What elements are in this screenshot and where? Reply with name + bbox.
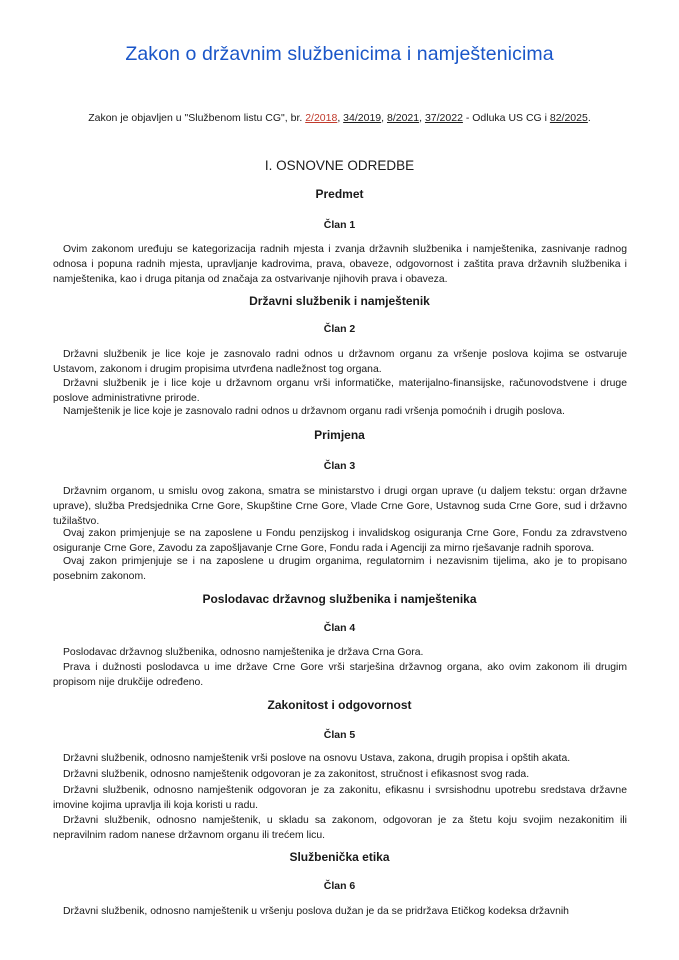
article-paragraph: Državni službenik je i lice koje u državnom organu vrši informatičke, materijalno-finansijske, računovodstvene i druge poslove administrativne prirode.: [53, 378, 627, 404]
article-number: Član 5: [323, 729, 356, 741]
article-paragraph: Ovaj zakon primjenjuje se na zaposlene u Fondu penzijskog i invalidskog osiguranja Crne Gore, Fondu za zdravstveno osiguranje Crne Gore, Zavodu za zapošljavanje Crne Gore, Fondu rada i Agenciji za mirno rješavanje radnih sporova.: [53, 528, 627, 554]
gazette-link-82-2025[interactable]: 82/2025: [549, 112, 588, 124]
section-heading: Državni službenik i namještenik: [249, 294, 430, 308]
article-number: Član 3: [323, 460, 356, 472]
article-number: Član 6: [323, 880, 356, 892]
article-paragraph: Državni službenik, odnosno namještenik odgovoran je za zakonitost, stručnost i efikasnost svog rada.: [63, 769, 530, 780]
article-paragraph: Državnim organom, u smislu ovog zakona, smatra se ministarstvo i drugi organ uprave (u daljem tekstu: organ državne uprave), služba Predsjednika Crne Gore, Skupštine Crne Gore, Vlade Crne Gore, Ustavnog suda Crne Gore, sud i državno tužilaštvo.: [53, 486, 627, 527]
article-paragraph: Državni službenik je lice koje je zasnovalo radni odnos u državnom organu za vršenje poslova kojima se ostvaruje Ustavom, zakonom i drugim propisima utvrđena nadležnost tog organa.: [53, 349, 627, 375]
section-heading: Primjena: [314, 428, 365, 442]
gazette-reference-line: Zakon je objavljen u "Službenom listu CG", br. 2/2018, 34/2019, 8/2021, 37/2022 - Odluka US CG i 82/2025.: [88, 112, 591, 124]
section-heading: Poslodavac državnog službenika i namještenika: [202, 592, 477, 606]
article-paragraph: Ovaj zakon primjenjuje se i na zaposlene u drugim organima, regulatornim i nezavisnim tijelima, ako je to propisano posebnim zakonom.: [53, 556, 627, 582]
gazette-link-8-2021[interactable]: 8/2021: [386, 112, 420, 124]
article-paragraph: Prava i dužnosti poslodavca u ime države Crne Gore vrši starješina državnog organa, ako ovim zakonom ili drugim propisom nije drukčije određeno.: [53, 662, 627, 688]
chapter-heading: I. OSNOVNE ODREDBE: [264, 158, 415, 173]
section-heading: Službenička etika: [289, 850, 390, 864]
gazette-link-2-2018[interactable]: 2/2018: [305, 112, 338, 124]
article-paragraph: Namještenik je lice koje je zasnovalo radni odnos u državnom organu radi vršenja pomoćnih i drugih poslova.: [63, 406, 565, 417]
gazette-link-37-2022[interactable]: 37/2022: [424, 112, 463, 124]
article-paragraph: Poslodavac državnog službenika, odnosno namještenika je država Crna Gora.: [63, 647, 424, 658]
article-paragraph: Državni službenik, odnosno namještenik, u skladu sa zakonom, odgovoran je za štetu koju svojim nezakonitim ili nepravilnim radom nanese državnom organu ili trećem licu.: [53, 815, 627, 841]
section-heading: Predmet: [315, 187, 364, 201]
article-number: Član 2: [323, 323, 356, 335]
article-paragraph: Državni službenik, odnosno namještenik odgovoran je za zakonitu, efikasnu i svrsishodnu upotrebu sredstava državne imovine kojima upravlja ili koja koristi u radu.: [53, 785, 627, 811]
section-heading: Zakonitost i odgovornost: [267, 698, 412, 712]
article-number: Član 1: [323, 219, 356, 231]
gazette-middle: - Odluka US CG i: [462, 112, 550, 124]
article-paragraph: Državni službenik, odnosno namještenik u vršenju poslova dužan je da se pridržava Etičkog kodeksa državnih: [63, 906, 569, 917]
article-paragraph: Državni službenik, odnosno namještenik vrši poslove na osnovu Ustava, zakona, drugih propisa i opštih akata.: [63, 753, 571, 764]
article-paragraph: Ovim zakonom uređuju se kategorizacija radnih mjesta i zvanja državnih službenika i namještenika, zasnivanje radnog odnosa i popuna radnih mjesta, upravljanje kadrovima, prava, obaveze, odgovornost i zaštita prava državnih službenika i namještenika, kao i druga pitanja od značaja za ostvarivanje njihovih prava i obaveza.: [53, 244, 627, 285]
document-title: Zakon o državnim službenicima i namještenicima: [125, 43, 554, 65]
article-number: Član 4: [323, 622, 356, 634]
gazette-link-34-2019[interactable]: 34/2019: [343, 112, 382, 124]
gazette-prefix: Zakon je objavljen u "Službenom listu CG", br.: [88, 112, 306, 124]
